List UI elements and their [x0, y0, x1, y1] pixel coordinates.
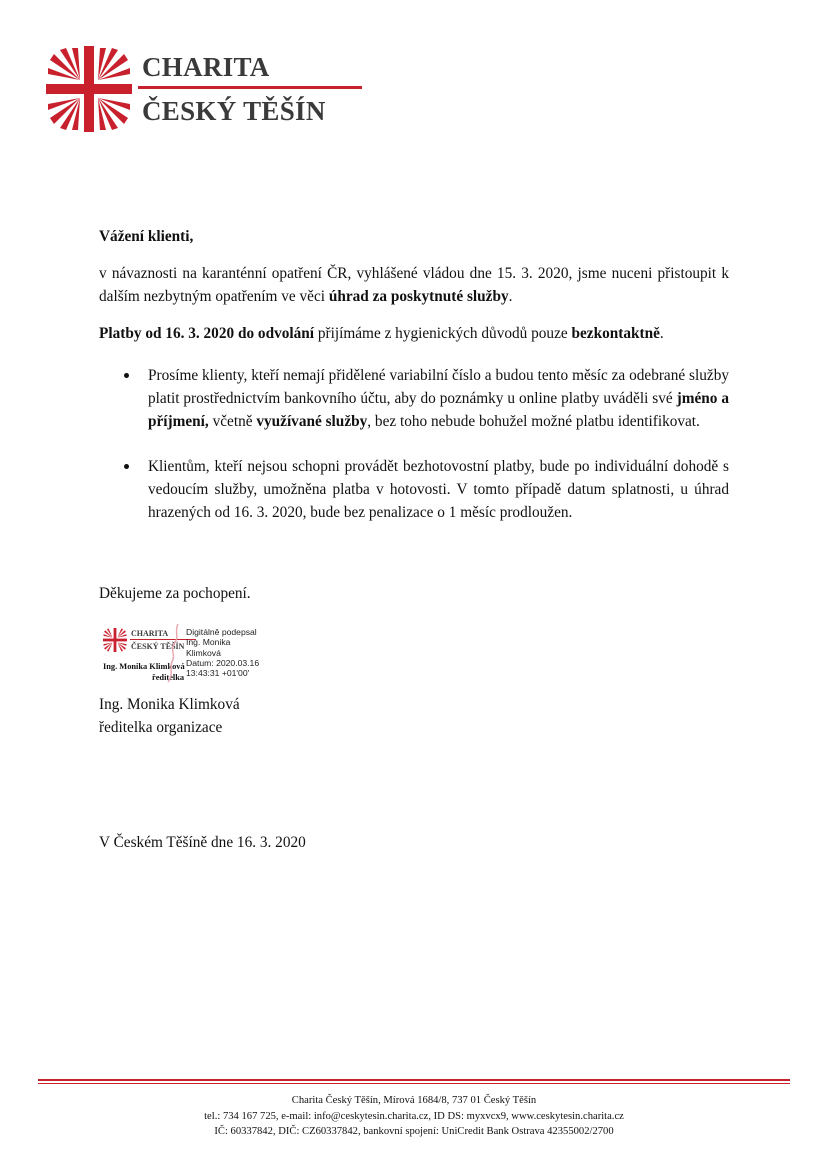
- stamp-line: Klimková: [186, 647, 221, 658]
- footer-divider-thin: [38, 1083, 790, 1084]
- payments-period: Platby od 16. 3. 2020 do odvolání: [99, 325, 315, 342]
- logo-text-charita: CHARITA: [142, 52, 270, 82]
- stamp-line: 13:43:31 +01'00': [186, 668, 250, 679]
- closing-thanks: Děkujeme za pochopení.: [99, 585, 251, 602]
- bullet1-name: jméno a příjmení,: [148, 390, 729, 430]
- intro-end: .: [508, 288, 513, 305]
- bullet1-text: Prosíme klienty, kteří nemají přidělené variabilní číslo a budou tento měsíc za odebrané služby platit prostřednictvím bankovního účtu, aby do poznámky u online platby uváděli své: [148, 367, 729, 407]
- paragraph-intro: [99, 262, 729, 308]
- signature-name: Ing. Monika Klimková: [103, 662, 185, 671]
- bullet1-end: , bez toho nebude bohužel možné platbu identifikovat.: [367, 413, 700, 430]
- footer-divider: [38, 1079, 790, 1081]
- digital-signature: [100, 622, 290, 688]
- bullet1-mid: včetně: [208, 413, 257, 430]
- bullet2-text: Klientům, kteří nejsou schopni provádět bezhotovostní platby, bude po individuální dohodě s vedoucím služby, umožněna platba v hotovosti. V tomto případě datum splatnosti, u úhrad hrazených od 16. 3. 2020, bude bez penalizace o 1 měsíc prodloužen.: [148, 458, 729, 521]
- footer-bank: IČ: 60337842, DIČ: CZ60337842, bankovní spojení: UniCredit Bank Ostrava 42355002/2700: [214, 1126, 614, 1137]
- signature-stroke-icon: [162, 622, 184, 688]
- bullet1-service: využívané služby: [256, 413, 368, 430]
- stamp-line: Digitálně podepsal: [186, 627, 257, 637]
- list-item: [99, 455, 729, 524]
- signature-stamp: [186, 627, 296, 678]
- bullet-icon: [124, 464, 129, 469]
- logo-divider: [138, 86, 362, 89]
- letter-body: [99, 225, 729, 359]
- signer-block: [99, 693, 240, 739]
- signature-role: ředitelka: [152, 673, 185, 682]
- footer-contacts: tel.: 734 167 725, e-mail: info@ceskytesin.charita.cz, ID DS: myxvcx9, www.ceskytesin.charita.cz: [204, 1110, 624, 1122]
- intro-emphasis: úhrad za poskytnuté služby: [328, 288, 509, 305]
- paragraph-payments: [99, 322, 729, 345]
- place-and-date: V Českém Těšíně dne 16. 3. 2020: [99, 834, 306, 851]
- greeting: Vážení klienti,: [99, 228, 194, 245]
- bullet-list: [99, 364, 729, 524]
- signature-logo-charita: CHARITA: [131, 629, 169, 638]
- stamp-line: Ing. Monika: [186, 637, 231, 648]
- payments-text: přijímáme z hygienických důvodů pouze: [314, 325, 572, 342]
- logo-text-city: ČESKÝ TĚŠÍN: [142, 96, 326, 126]
- list-item: [99, 364, 729, 433]
- signer-title: ředitelka organizace: [99, 719, 223, 736]
- charita-cross-icon: [103, 628, 127, 652]
- charita-logo: [46, 46, 326, 136]
- payments-contactless: bezkontaktně: [571, 325, 660, 342]
- intro-text: v návaznosti na karanténní opatření ČR, vyhlášené vládou dne 15. 3. 2020, jsme nuceni přistoupit k dalším nezbytným opatřením ve věci: [99, 265, 729, 305]
- footer-address: Charita Český Těšín, Mírová 1684/8, 737 01 Český Těšín: [291, 1095, 537, 1106]
- signature-logo-city: ČESKÝ TĚŠÍN: [131, 642, 185, 651]
- payments-end: .: [659, 325, 664, 342]
- signer-name: Ing. Monika Klimková: [99, 696, 240, 713]
- stamp-line: Datum: 2020.03.16: [186, 657, 260, 668]
- charita-cross-icon: [46, 46, 132, 132]
- bullet-icon: [124, 373, 129, 378]
- footer: [38, 1093, 790, 1140]
